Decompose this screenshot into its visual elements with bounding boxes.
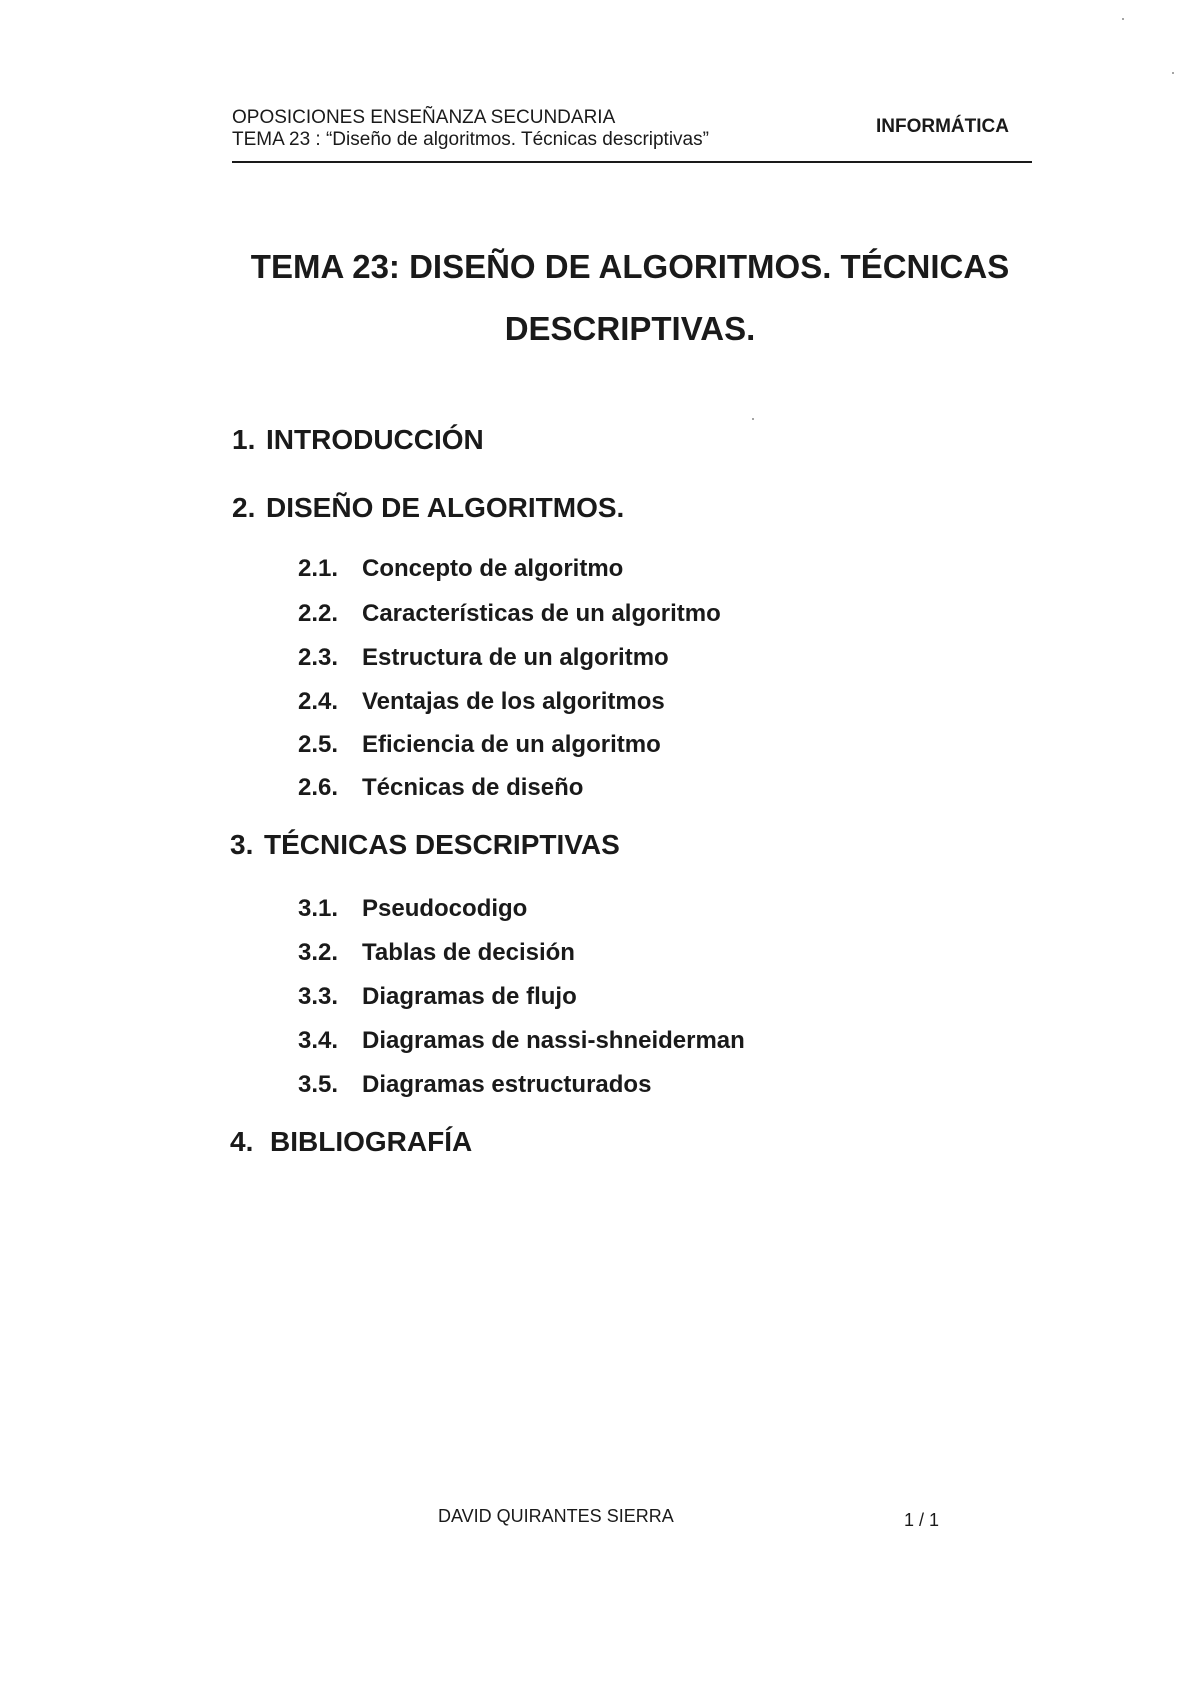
section-number: 3. [230,829,254,860]
subsection-title: Ventajas de los algoritmos [362,688,665,715]
subsection-title: Eficiencia de un algoritmo [362,731,661,758]
subsection-2-5 [298,731,661,759]
title-line-1: TEMA 23: DISEÑO DE ALGORITMOS. TÉCNICAS [250,248,1010,285]
subsection-number: 3.5. [298,1071,339,1098]
title-line-2: DESCRIPTIVAS. [504,310,756,347]
subsection-2-6 [298,774,583,802]
scan-speck [752,418,754,420]
section-4 [230,1126,472,1158]
subsection-2-3 [298,644,669,672]
subsection-title: Diagramas estructurados [362,1071,652,1098]
subsection-title: Técnicas de diseño [362,774,584,801]
section-3 [230,829,620,861]
subsection-3-5 [298,1071,651,1099]
subsection-number: 3.1. [298,895,339,922]
subsection-number: 3.3. [298,983,339,1010]
header-course: OPOSICIONES ENSEÑANZA SECUNDARIA [232,107,616,128]
subsection-title: Estructura de un algoritmo [362,644,669,671]
subsection-title: Concepto de algoritmo [362,555,624,582]
header-subject: INFORMÁTICA [876,116,1009,137]
subsection-2-1 [298,555,623,583]
section-number: 2. [232,492,256,523]
subsection-2-2 [298,600,721,628]
section-title: DISEÑO DE ALGORITMOS. [266,492,625,523]
scan-speck [1122,18,1124,20]
subsection-number: 3.4. [298,1027,339,1054]
section-2 [232,492,624,524]
running-header [232,107,709,151]
subsection-number: 2.5. [298,731,339,758]
subsection-number: 2.2. [298,600,339,627]
page-title [180,236,1080,360]
subsection-number: 2.3. [298,644,339,671]
section-title: INTRODUCCIÓN [266,424,484,455]
footer-author: DAVID QUIRANTES SIERRA [438,1506,674,1526]
subsection-number: 2.1. [298,555,339,582]
section-number: 1. [232,424,256,455]
subsection-title: Características de un algoritmo [362,600,721,627]
subsection-title: Pseudocodigo [362,895,528,922]
subsection-number: 2.4. [298,688,339,715]
subsection-number: 2.6. [298,774,339,801]
section-1 [232,424,484,456]
page-number: 1 / 1 [904,1510,940,1530]
subsection-title: Tablas de decisión [362,939,575,966]
subsection-3-2 [298,939,575,967]
subsection-2-4 [298,688,665,716]
section-number: 4. [230,1126,254,1157]
header-rule [232,161,1032,163]
subsection-title: Diagramas de flujo [362,983,577,1010]
subsection-3-1 [298,895,527,923]
section-title: BIBLIOGRAFÍA [270,1126,473,1157]
subsection-3-3 [298,983,577,1011]
subsection-number: 3.2. [298,939,339,966]
header-topic: TEMA 23 : “Diseño de algoritmos. Técnicas descriptivas” [232,129,709,150]
subsection-3-4 [298,1027,745,1055]
subsection-title: Diagramas de nassi-shneiderman [362,1027,745,1054]
scan-speck [1172,72,1174,74]
section-title: TÉCNICAS DESCRIPTIVAS [264,829,620,860]
